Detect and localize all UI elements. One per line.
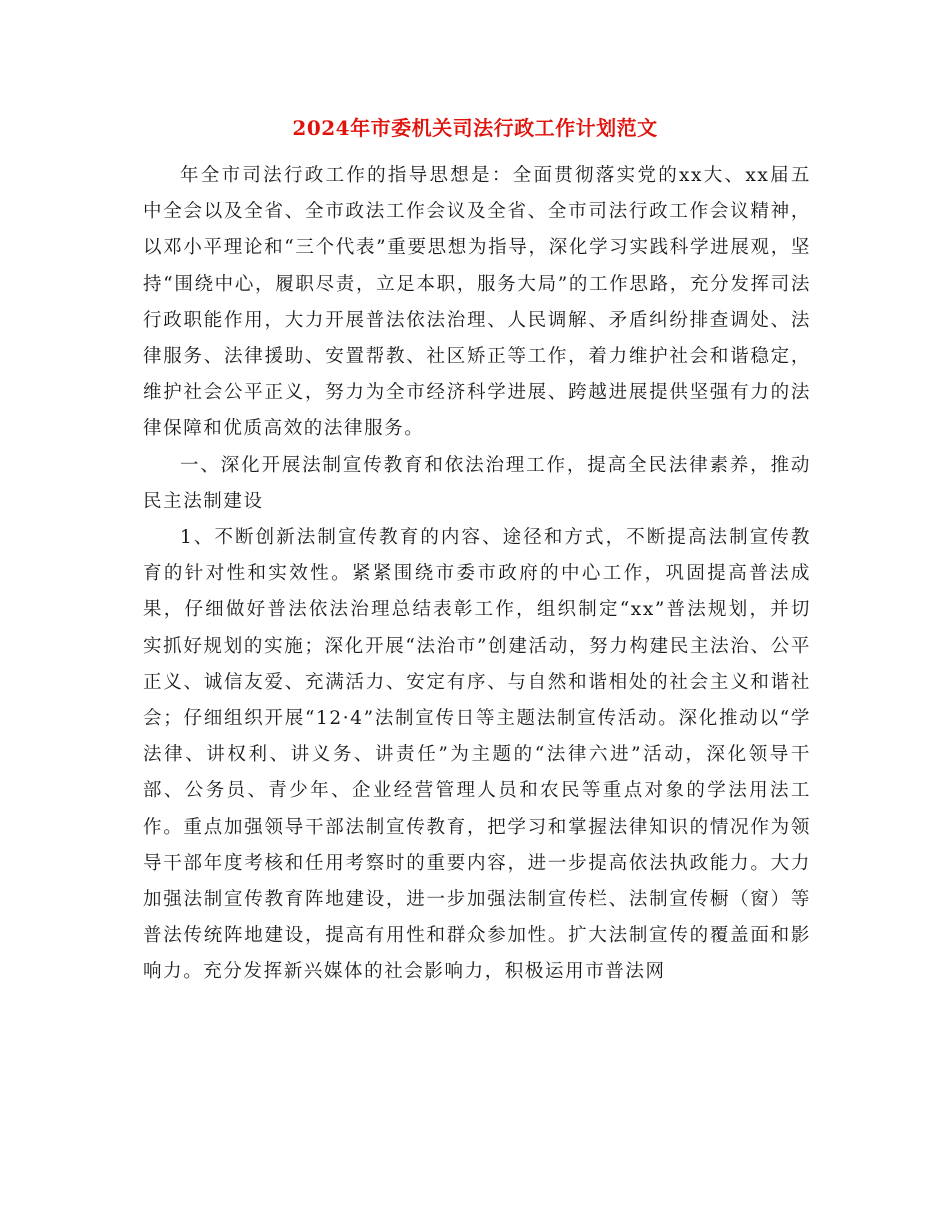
- section-heading-1: 一、深化开展法制宣传教育和依法治理工作，提高全民法律素养，推动民主法制建设: [143, 454, 811, 512]
- paragraph-guiding-ideology: 年全市司法行政工作的指导思想是：全面贯彻落实党的xx大、xx届五中全会以及全省、全市政法工作会议及全省、全市司法行政工作会议精神，以邓小平理论和“三个代表”重要思想为指导，深化学习实践科学进展观，坚持“围绕中心，履职尽责，立足本职，服务大局”的工作思路，充分发挥司法行政职能作用，大力开展普法依法治理、人民调解、矛盾纠纷排查调处、法律服务、法律援助、安置帮教、社区矫正等工作，着力维护社会和谐稳定，维护社会公平正义，努力为全市经济科学进展、跨越进展提供坚强有力的法律保障和优质高效的法律服务。: [143, 165, 811, 440]
- document-body: [143, 158, 811, 991]
- paragraph-item-1: 1、不断创新法制宣传教育的内容、途径和方式，不断提高法制宣传教育的针对性和实效性。紧紧围绕市委市政府的中心工作，巩固提高普法成果，仔细做好普法依法治理总结表彰工作，组织制定“xx”普法规划，并切实抓好规划的实施；深化开展“法治市”创建活动，努力构建民主法治、公平正义、诚信友爱、充满活力、安定有序、与自然和谐相处的社会主义和谐社会；仔细组织开展“12·4”法制宣传日等主题法制宣传活动。深化推动以“学法律、讲权利、讲义务、讲责任”为主题的“法律六进”活动，深化领导干部、公务员、青少年、企业经营管理人员和农民等重点对象的学法用法工作。重点加强领导干部法制宣传教育，把学习和掌握法律知识的情况作为领导干部年度考核和任用考察时的重要内容，进一步提高依法执政能力。大力加强法制宣传教育阵地建设，进一步加强法制宣传栏、法制宣传橱（窗）等普法传统阵地建设，提高有用性和群众参加性。扩大法制宣传的覆盖面和影响力。充分发挥新兴媒体的社会影响力，积极运用市普法网: [143, 527, 811, 983]
- document-title: 2024年市委机关司法行政工作计划范文: [292, 116, 658, 140]
